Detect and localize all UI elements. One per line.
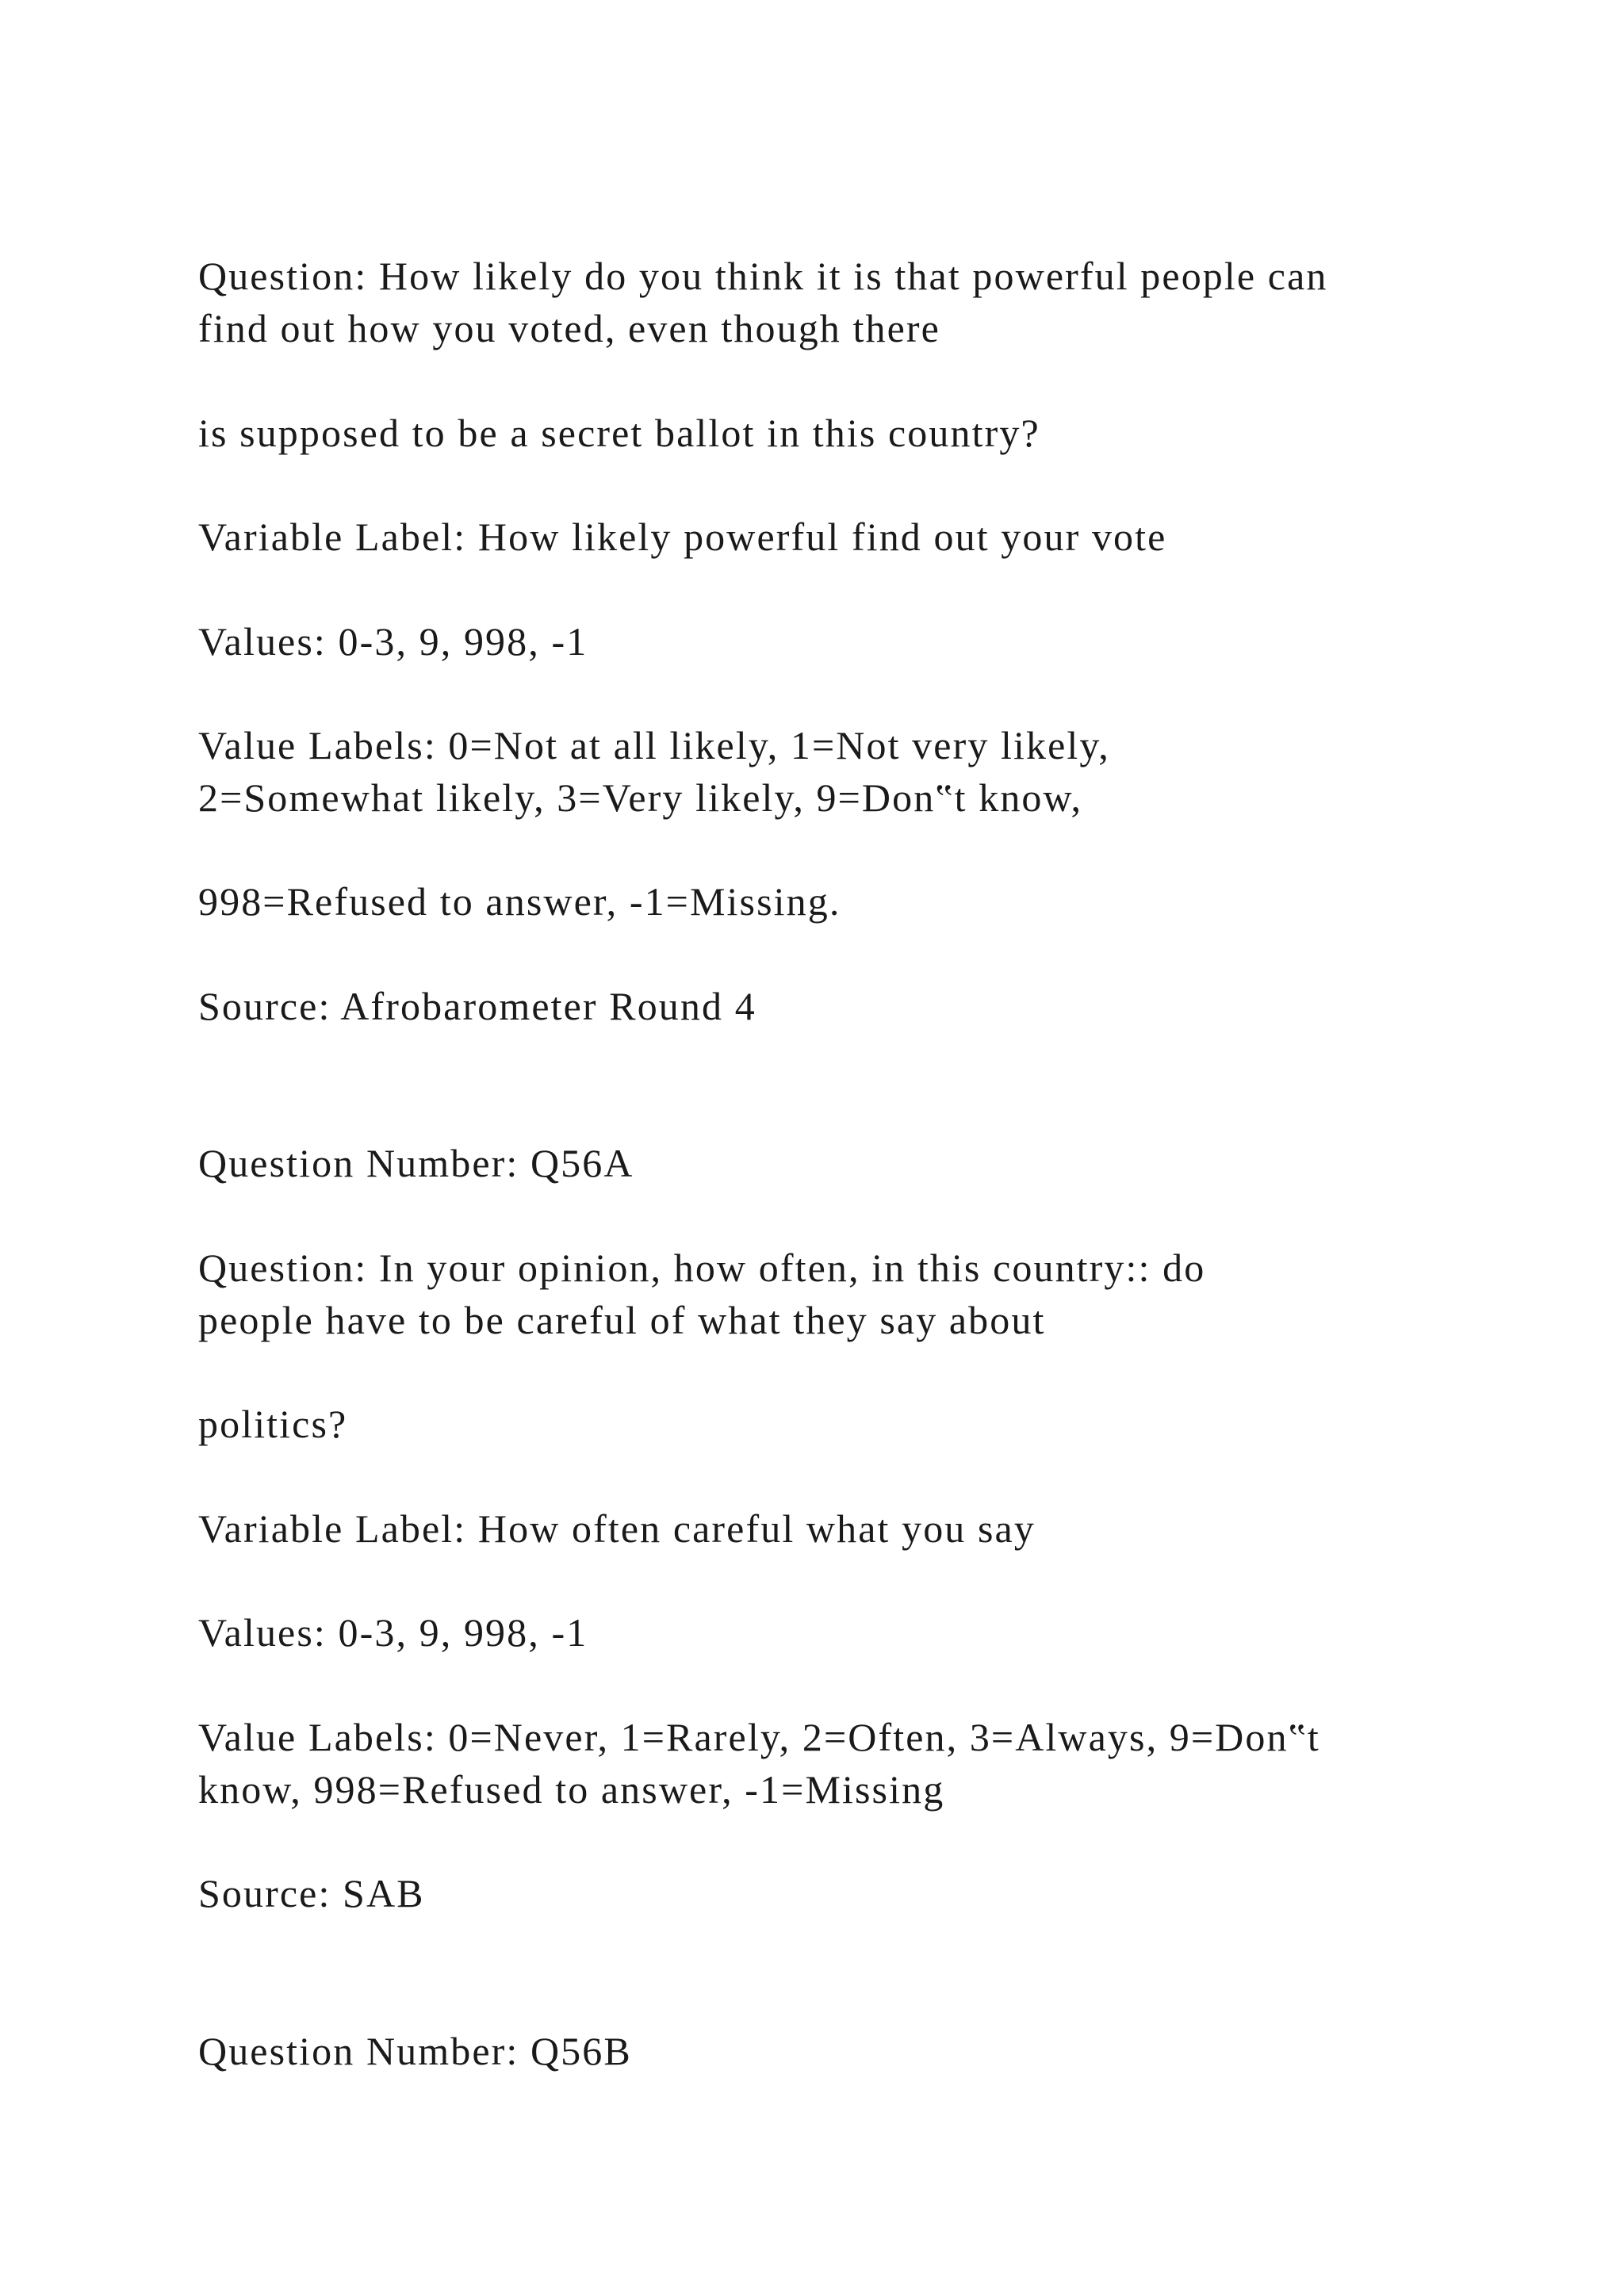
q55-question-line-2: find out how you voted, even though there (198, 306, 940, 350)
q56a-value-labels-line-2: know, 998=Refused to answer, -1=Missing (198, 1767, 945, 1812)
q56b-question-number: Question Number: Q56B (198, 2029, 632, 2073)
q55-value-labels-line-2: 2=Somewhat likely, 3=Very likely, 9=Don‟t know, (198, 775, 1083, 820)
q56a-value-labels-line-1: Value Labels: 0=Never, 1=Rarely, 2=Often, 3=Always, 9=Don‟t (198, 1715, 1320, 1759)
q56a-question-number: Question Number: Q56A (198, 1141, 634, 1185)
q56a-question-line-2: people have to be careful of what they say about (198, 1298, 1046, 1342)
q55-source: Source: Afrobarometer Round 4 (198, 984, 756, 1028)
q55-value-labels-line-1: Value Labels: 0=Not at all likely, 1=Not very likely, (198, 723, 1110, 767)
q55-values: Values: 0-3, 9, 998, -1 (198, 619, 588, 664)
q56a-values: Values: 0-3, 9, 998, -1 (198, 1610, 588, 1655)
q56a-variable-label: Variable Label: How often careful what you say (198, 1506, 1036, 1551)
q56a-source: Source: SAB (198, 1871, 425, 1915)
q56a-question-line-3: politics? (198, 1402, 348, 1446)
q55-question-line-3: is supposed to be a secret ballot in this country? (198, 411, 1040, 455)
q55-variable-label: Variable Label: How likely powerful find out your vote (198, 515, 1167, 559)
q56a-question-line-1: Question: In your opinion, how often, in this country:: do (198, 1246, 1206, 1290)
q55-value-labels-line-3: 998=Refused to answer, -1=Missing. (198, 879, 841, 924)
q55-question-line-1: Question: How likely do you think it is that powerful people can (198, 254, 1328, 298)
